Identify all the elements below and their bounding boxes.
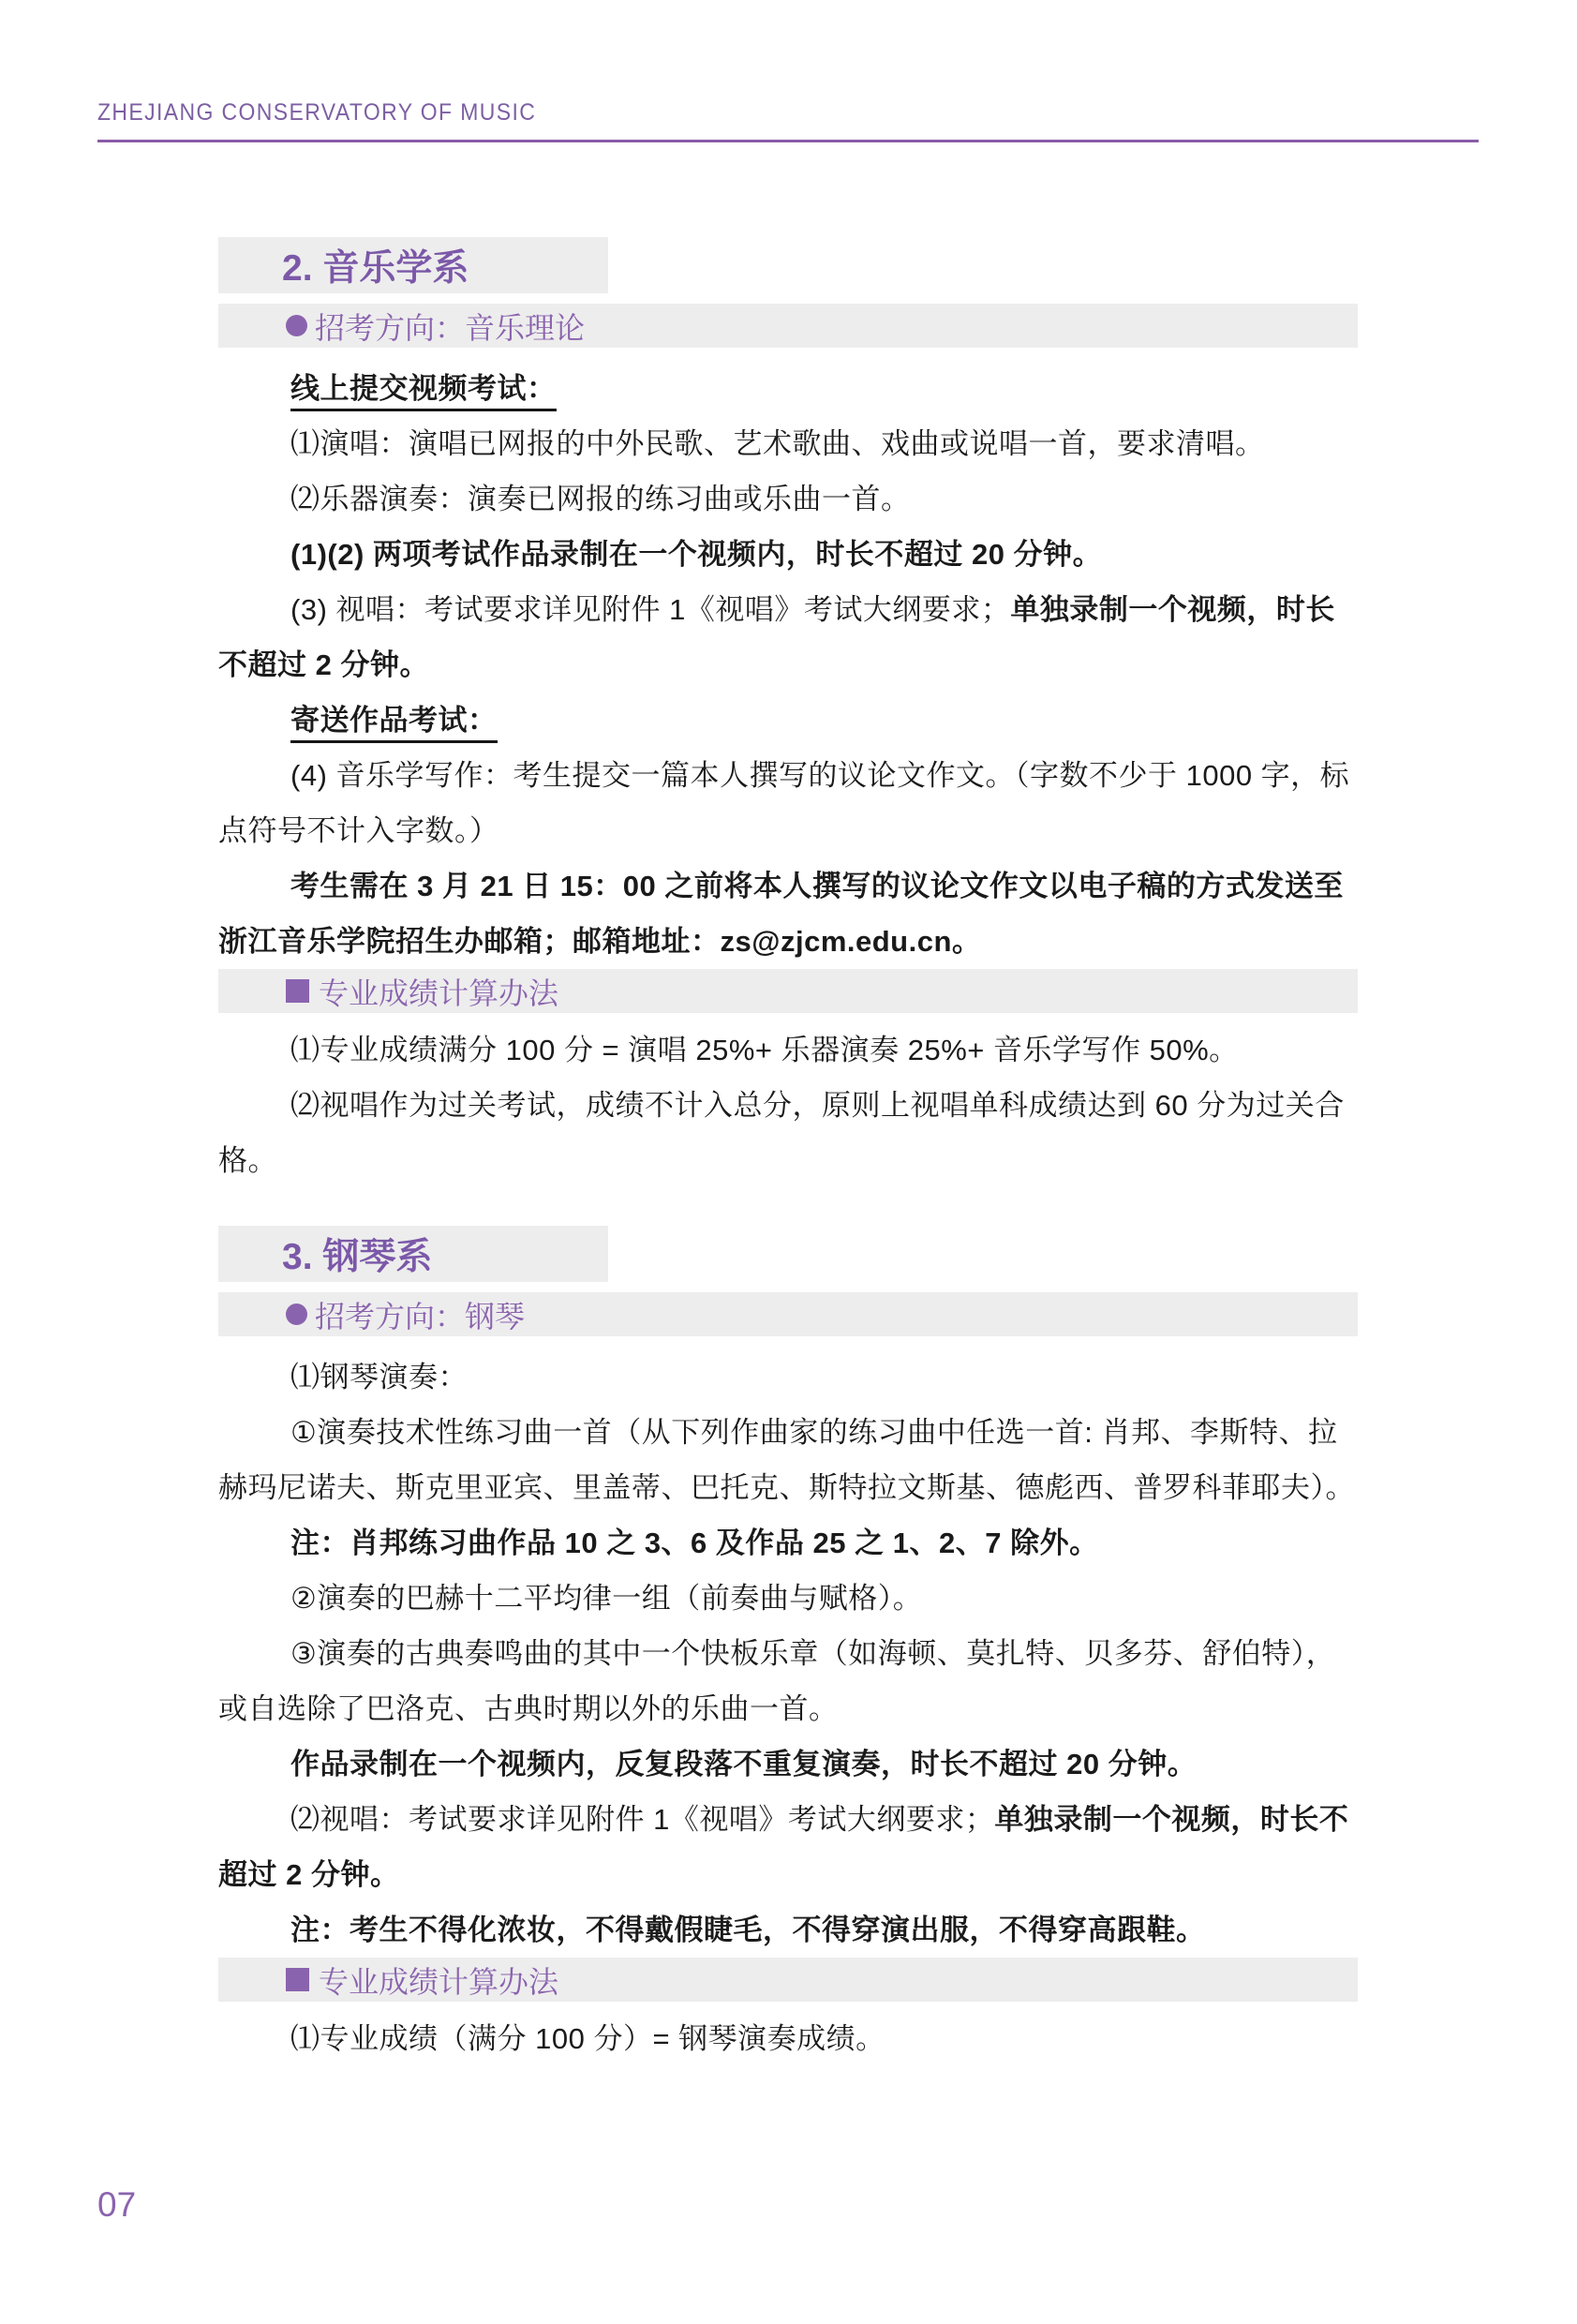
square-icon bbox=[286, 1968, 309, 1991]
section-body bbox=[218, 361, 1358, 969]
page-number: 07 bbox=[97, 2185, 137, 2224]
page-content bbox=[218, 237, 1358, 2066]
bullet-icon bbox=[286, 1304, 307, 1325]
score-calc-label: 专业成绩计算办法 bbox=[319, 1964, 559, 1999]
subsection-heading-mailed-works: 寄送作品考试： bbox=[218, 693, 1358, 748]
paragraph-appearance-note: 注：考生不得化浓妆，不得戴假睫毛，不得穿演出服，不得穿高跟鞋。 bbox=[290, 1914, 1206, 1946]
paragraph-recording-rule: 作品录制在一个视频内，反复段落不重复演奏，时长不超过 20 分钟。 bbox=[290, 1748, 1198, 1780]
bullet-icon bbox=[286, 315, 307, 336]
paragraph-email-submission: 考生需在 3 月 21 日 15：00 之前将本人撰写的议论文作文以电子稿的方式发送至浙江音乐学院招生办邮箱；邮箱地址：zs@zjcm.edu.cn。 bbox=[218, 870, 1344, 958]
section-title-label: 2. 音乐学系 bbox=[282, 248, 469, 289]
direction-band bbox=[218, 1292, 1358, 1336]
square-icon bbox=[286, 979, 309, 1003]
section-title bbox=[218, 237, 608, 293]
paragraph-sight-singing: (3) 视唱：考试要求详见附件 1《视唱》考试大纲要求；单独录制一个视频，时长不超过 2 分钟。 bbox=[218, 593, 1335, 681]
paragraph-score-formula: ⑴专业成绩（满分 100 分）= 钢琴演奏成绩。 bbox=[290, 2022, 885, 2055]
paragraph-bach: ②演奏的巴赫十二平均律一组（前奏曲与赋格）。 bbox=[290, 1582, 923, 1615]
paragraph-piano-performance: ⑴钢琴演奏： bbox=[290, 1361, 468, 1393]
direction-band bbox=[218, 304, 1358, 348]
paragraph-pass-rule: ⑵视唱作为过关考试，成绩不计入总分，原则上视唱单科成绩达到 60 分为过关合格。 bbox=[218, 1089, 1345, 1177]
paragraph-recording-rule: (1)(2) 两项考试作品录制在一个视频内，时长不超过 20 分钟。 bbox=[290, 538, 1103, 571]
paragraph-etude: ①演奏技术性练习曲一首（从下列作曲家的练习曲中任选一首: 肖邦、李斯特、拉赫玛尼诺夫、斯克里亚宾、里盖蒂、巴托克、斯特拉文斯基、德彪西、普罗科菲耶夫）。 bbox=[218, 1416, 1355, 1504]
paragraph-musicology-writing: (4) 音乐学写作：考生提交一篇本人撰写的议论文作文。（字数不少于 1000 字，标点符号不计入字数。） bbox=[218, 759, 1350, 847]
paragraph-etude-note: 注：肖邦练习曲作品 10 之 3、6 及作品 25 之 1、2、7 除外。 bbox=[290, 1527, 1099, 1559]
paragraph-singing: ⑴演唱：演唱已网报的中外民歌、艺术歌曲、戏曲或说唱一首，要求清唱。 bbox=[290, 427, 1265, 460]
section-title bbox=[218, 1226, 608, 1282]
score-calc-band bbox=[218, 969, 1358, 1013]
paragraph-sight-singing: ⑵视唱：考试要求详见附件 1《视唱》考试大纲要求；单独录制一个视频，时长不超过 2 分钟。 bbox=[218, 1803, 1349, 1891]
header-rule bbox=[97, 140, 1479, 142]
subsection-heading-online-video: 线上提交视频考试： bbox=[218, 361, 1358, 416]
direction-label: 招考方向：音乐理论 bbox=[315, 310, 586, 345]
score-calc-body bbox=[218, 1022, 1358, 1188]
score-calc-body bbox=[218, 2011, 1358, 2066]
brand-text: ZHEJIANG CONSERVATORY OF MUSIC bbox=[97, 99, 537, 126]
paragraph-sonata: ③演奏的古典奏鸣曲的其中一个快板乐章（如海顿、莫扎特、贝多芬、舒伯特），或自选除了巴洛克、古典时期以外的乐曲一首。 bbox=[218, 1637, 1336, 1725]
paragraph-instrument: ⑵乐器演奏：演奏已网报的练习曲或乐曲一首。 bbox=[290, 483, 911, 515]
section-body bbox=[218, 1349, 1358, 1958]
score-calc-band bbox=[218, 1958, 1358, 2002]
section-piano bbox=[218, 1226, 1358, 2066]
section-music-studies bbox=[218, 237, 1358, 1188]
paragraph-score-formula: ⑴专业成绩满分 100 分 = 演唱 25%+ 乐器演奏 25%+ 音乐学写作 50%。 bbox=[290, 1034, 1239, 1066]
section-title-label: 3. 钢琴系 bbox=[282, 1237, 433, 1277]
direction-label: 招考方向：钢琴 bbox=[315, 1299, 526, 1333]
score-calc-label: 专业成绩计算办法 bbox=[319, 976, 559, 1010]
